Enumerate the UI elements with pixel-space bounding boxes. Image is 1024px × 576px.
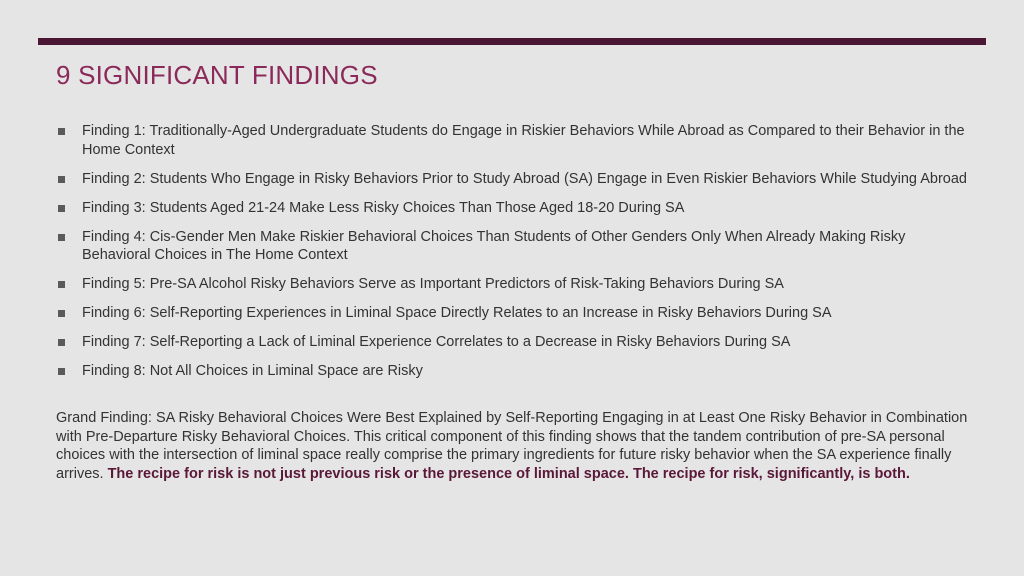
square-bullet-icon: [58, 176, 65, 183]
top-divider-bar: [38, 38, 986, 45]
finding-item: [56, 122, 968, 159]
finding-item: [56, 275, 968, 294]
finding-item: [56, 170, 968, 189]
square-bullet-icon: [58, 128, 65, 135]
finding-text: Finding 4: Cis-Gender Men Make Riskier Behavioral Choices Than Students of Other Genders Only When Already Making Risky Behavioral Choices in The Home Context: [82, 228, 906, 263]
grand-finding-emphasis: The recipe for risk is not just previous risk or the presence of liminal space. The recipe for risk, significantly, is both.: [107, 465, 910, 482]
square-bullet-icon: [58, 310, 65, 317]
square-bullet-icon: [58, 205, 65, 212]
findings-list: [56, 122, 968, 391]
finding-text: Finding 1: Traditionally-Aged Undergraduate Students do Engage in Riskier Behaviors While Abroad as Compared to their Behavior in the Home Context: [82, 123, 965, 158]
finding-text: Finding 2: Students Who Engage in Risky Behaviors Prior to Study Abroad (SA) Engage in Even Riskier Behaviors While Studying Abroad: [82, 170, 967, 187]
finding-text: Finding 8: Not All Choices in Liminal Space are Risky: [82, 363, 423, 379]
finding-item: [56, 333, 968, 352]
finding-text: Finding 7: Self-Reporting a Lack of Liminal Experience Correlates to a Decrease in Risky Behaviors During SA: [82, 334, 791, 350]
slide-title: 9 SIGNIFICANT FINDINGS: [56, 60, 378, 90]
finding-item: [56, 199, 968, 218]
finding-item: [56, 362, 968, 381]
square-bullet-icon: [58, 368, 65, 375]
square-bullet-icon: [58, 234, 65, 241]
grand-finding: [56, 409, 968, 483]
square-bullet-icon: [58, 339, 65, 346]
finding-text: Finding 6: Self-Reporting Experiences in Liminal Space Directly Relates to an Increase in Risky Behaviors During SA: [82, 305, 832, 321]
square-bullet-icon: [58, 281, 65, 288]
finding-text: Finding 3: Students Aged 21-24 Make Less Risky Choices Than Those Aged 18-20 During SA: [82, 199, 685, 216]
finding-item: [56, 304, 968, 323]
finding-text: Finding 5: Pre-SA Alcohol Risky Behaviors Serve as Important Predictors of Risk-Taking Behaviors During SA: [82, 276, 784, 292]
grand-finding-text: Grand Finding: SA Risky Behavioral Choices Were Best Explained by Self-Reporting Engaging in at Least One Risky Behavior in Combination with Pre-Departure Risky Behavioral Choices. This critical component of this finding shows that the tandem contribution of pre-SA personal choices with the intersection of liminal space really comprise the primary ingredients for future risky behavior when the SA experience finally arrives.: [56, 410, 968, 482]
finding-item: [56, 228, 968, 265]
